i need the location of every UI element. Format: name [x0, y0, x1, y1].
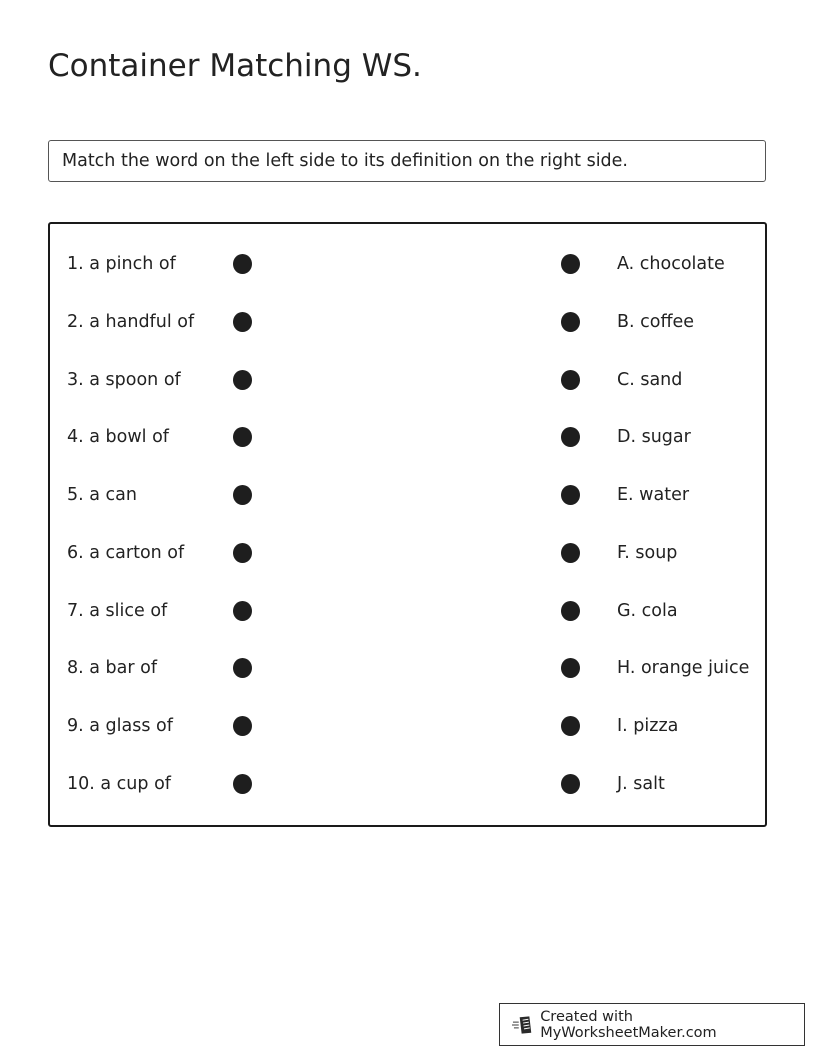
right-item-label: A. chocolate [617, 254, 725, 274]
match-row [50, 249, 765, 279]
footer-text: Created with MyWorksheetMaker.com [540, 1008, 717, 1041]
right-connector-dot[interactable] [561, 312, 580, 332]
left-item-label: 10. a cup of [67, 774, 171, 794]
match-row [50, 538, 765, 568]
left-item-label: 9. a glass of [67, 716, 173, 736]
left-connector-dot[interactable] [233, 774, 252, 794]
left-item-label: 7. a slice of [67, 601, 168, 621]
match-row [50, 769, 765, 799]
left-item-label: 1. a pinch of [67, 254, 176, 274]
instructions-box: Match the word on the left side to its definition on the right side. [48, 140, 766, 182]
left-connector-dot[interactable] [233, 312, 252, 332]
created-with-badge[interactable] [499, 1003, 805, 1046]
match-row [50, 480, 765, 510]
left-item-label: 5. a can [67, 485, 137, 505]
match-row [50, 711, 765, 741]
right-item-label: H. orange juice [617, 658, 750, 678]
right-item-label: C. sand [617, 370, 683, 390]
right-connector-dot[interactable] [561, 543, 580, 563]
right-connector-dot[interactable] [561, 427, 580, 447]
match-row [50, 307, 765, 337]
right-item-label: G. cola [617, 601, 678, 621]
right-connector-dot[interactable] [561, 485, 580, 505]
right-item-label: F. soup [617, 543, 678, 563]
left-connector-dot[interactable] [233, 254, 252, 274]
right-connector-dot[interactable] [561, 716, 580, 736]
right-connector-dot[interactable] [561, 370, 580, 390]
worksheet-maker-logo-icon [512, 1014, 533, 1036]
right-item-label: B. coffee [617, 312, 695, 332]
left-connector-dot[interactable] [233, 427, 252, 447]
left-connector-dot[interactable] [233, 601, 252, 621]
left-item-label: 8. a bar of [67, 658, 158, 678]
left-item-label: 2. a handful of [67, 312, 195, 332]
left-connector-dot[interactable] [233, 658, 252, 678]
match-row [50, 653, 765, 683]
right-connector-dot[interactable] [561, 774, 580, 794]
right-item-label: D. sugar [617, 427, 691, 447]
left-connector-dot[interactable] [233, 543, 252, 563]
right-connector-dot[interactable] [561, 601, 580, 621]
match-row [50, 365, 765, 395]
left-connector-dot[interactable] [233, 485, 252, 505]
left-connector-dot[interactable] [233, 370, 252, 390]
left-item-label: 4. a bowl of [67, 427, 169, 447]
left-item-label: 6. a carton of [67, 543, 185, 563]
right-item-label: I. pizza [617, 716, 679, 736]
right-item-label: E. water [617, 485, 690, 505]
right-connector-dot[interactable] [561, 254, 580, 274]
match-row [50, 422, 765, 452]
page-title: Container Matching WS. [48, 48, 422, 84]
match-row [50, 596, 765, 626]
left-connector-dot[interactable] [233, 716, 252, 736]
right-item-label: J. salt [617, 774, 665, 794]
matching-panel [48, 222, 767, 827]
right-connector-dot[interactable] [561, 658, 580, 678]
left-item-label: 3. a spoon of [67, 370, 181, 390]
